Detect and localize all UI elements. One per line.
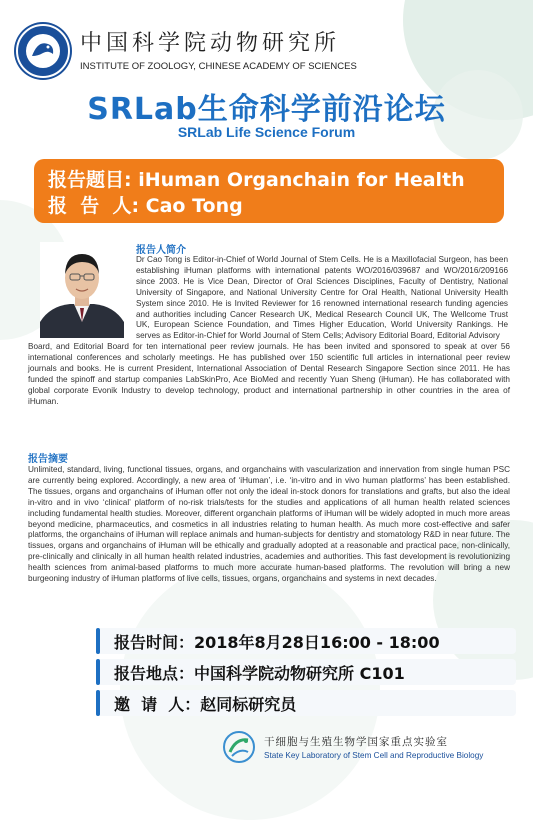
info-time [96,628,516,654]
institute-name-en: INSTITUTE OF ZOOLOGY, CHINESE ACADEMY OF SCIENCES [80,60,357,72]
lab-logo [222,730,256,764]
talk-banner [34,159,504,223]
institute-header [16,24,357,78]
lab-name-en: State Key Laboratory of Stem Cell and Reproductive Biology [264,751,484,760]
forum-title-en: SRLab Life Science Forum [177,124,356,140]
abstract-text: Unlimited, standard, living, functional tissues, organs, and organchains with vascularization and innervation from single human PSC are currently being explored. Accordingly, a new area of ‘iHuman’, i.e. ‘in-vitro and in vivo human platforms’ has been established. The tissues, organs and organchains of iHuman offer not only the ideal in-stock donors for translations and grafts, but also the ideal in-vitro and in vivo ‘clinical’ platform of no-risk trials/tests for the studies and applications of all human health related sciences including fundamental health studies. Moreover, different organchain platforms of iHuman will be widely adopted in much more areas beyond medicine, pharmaceutics, and cosmetics in all industries relating to human health. As much more cost-effective and safer platforms, the organchains of iHuman will replace animals and human-subjects for dentistry and stomatology R&D in near future. The tissues, organs and organchains of iHuman will be ethically and gradually adopted at a reasonable and practical pace, non-clinically, pre-clinically and clinically in all human health related industries, academies and authorities. This fast development is revolutionizing health sciences from animal-based platforms to much more accurate human-based platforms. The revolution will bring a new burgeoning industry of iHuman platforms of live cells, tissues, organs, organchains and systems in next decades. [28,465,510,584]
speaker-photo [40,242,124,338]
info-bar [96,628,100,654]
info-place-text: 报告地点：中国科学院动物研究所 C101 [114,664,405,683]
talk-topic: 报告题目: iHuman Organchain for Health [48,169,465,191]
bio-heading: 报告人简介 [136,245,186,256]
institute-logo [16,24,70,78]
info-bar [96,690,100,716]
info-host-text: 邀 请 人：赵同标研究员 [114,695,297,714]
forum-title-cn: SRLab生命科学前沿论坛 [87,92,446,127]
lab-name-cn: 干细胞与生殖生物学国家重点实验室 [264,736,448,748]
lab-footer [222,730,483,764]
info-place [96,659,516,685]
institute-name-cn: 中国科学院动物研究所 [80,30,341,56]
bio-text-part2: Board, and Editorial Board for ten international peer review journals. He has been invited and sponsored to speak at over 56 international conferences and scholarly meetings. He has published over 150 scientific full articles in international peer review journals and books. He is current President, International Association of Dental Research Singapore Section since 2011. He has funded the spinoff and startup companies LabSkinPro, Ace BioMed and recently Yuan Sheng (iHuman). He has collaborated with global corporate Evonik Industry to develop technology, product and international partnership in other countries in the area of iHuman. [28,342,510,406]
abstract-heading: 报告摘要 [28,454,68,465]
talk-speaker: 报 告 人: Cao Tong [48,195,243,217]
info-time-text: 报告时间：2018年8月28日16:00 - 18:00 [114,633,440,652]
info-bar [96,659,100,685]
bio-text-part1: Dr Cao Tong is Editor-in-Chief of World Journal of Stem Cells. He is a Maxillofacial Surgeon, has been establishing iHuman platforms with international patents WO/2016/039687 and WO/2016/209166 since 2003. He is Vice Dean, Director of Oral Sciences Disciplines, Faculty of Dentistry, National University of Singapore, and National University Centre for Oral Health, National University Health System since 2010. He is Invited Reviewer for 16 renowned international research funding agencies and authorities including Cancer Research UK, Medical Research Council UK, The Wellcome Trust UK, European Science Foundation, and Times Higher Education, World University Rankings. He serves as Editor-in-Chief for World Journal of Stem Cells; Advisory Editorial Board, Editorial Advisory [136,255,508,341]
info-host [96,690,516,716]
